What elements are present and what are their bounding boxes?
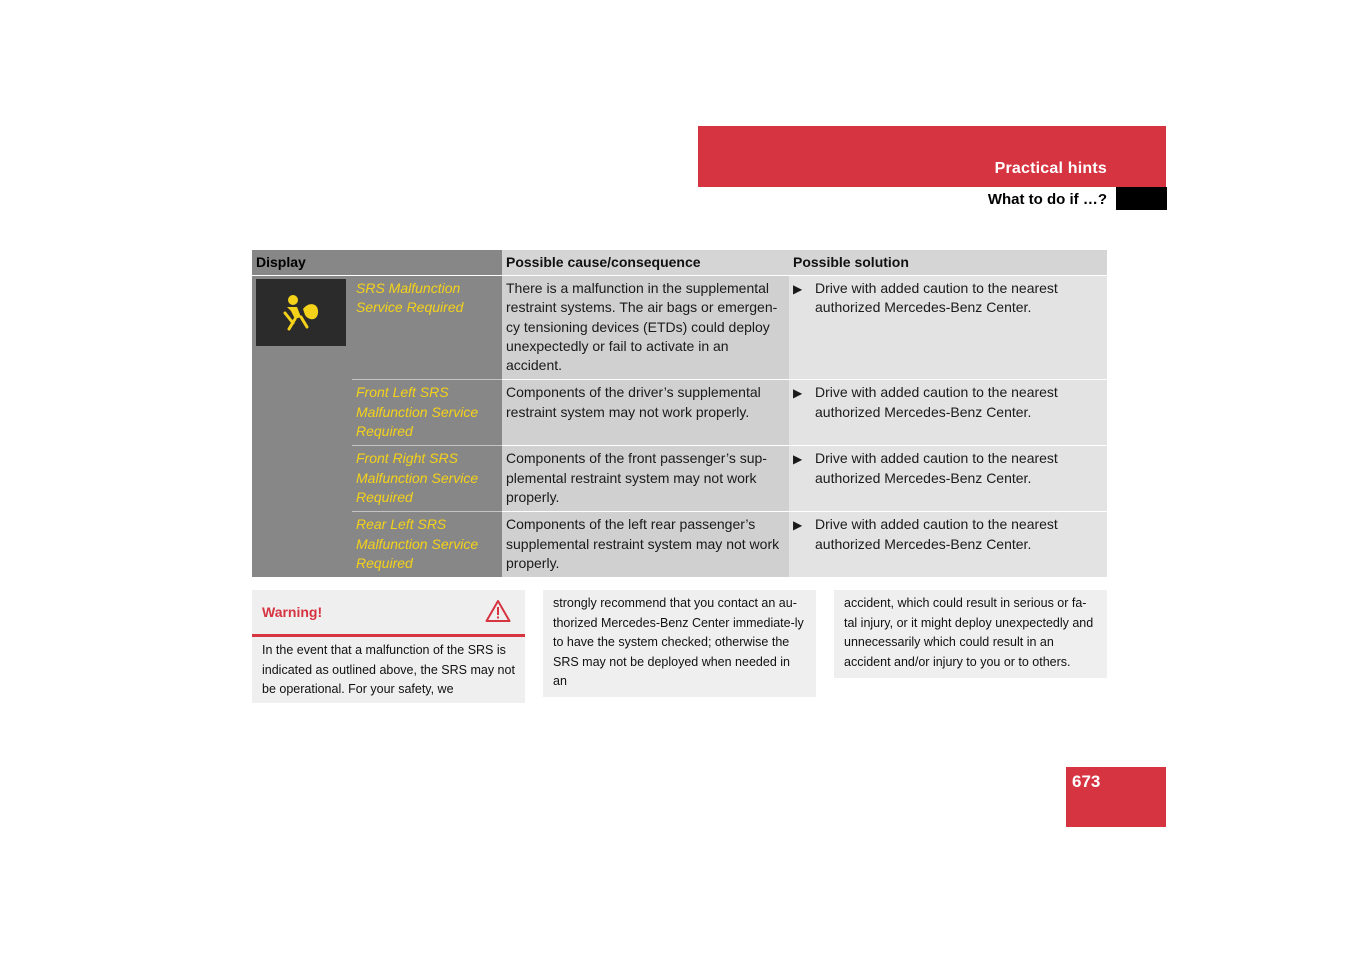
cause-text: There is a malfunction in the supplemental restraint systems. The air bags or emergen-cy tensioning devices (ETDs) could deploy unexpectedly or fail to activate in an accident. xyxy=(502,276,789,380)
column-header-cause: Possible cause/consequence xyxy=(502,250,789,276)
warning-continued-box xyxy=(543,590,816,697)
warning-text-col3: accident, which could result in serious or fa-tal injury, or it might deploy unexpectedly and unnecessarily which could result in an accident and/or injury to you or to others. xyxy=(844,596,1094,669)
bullet-arrow-icon: ▶ xyxy=(793,386,803,401)
warning-continued-box xyxy=(834,590,1107,678)
section-title: Practical hints xyxy=(994,160,1107,177)
solution-cell xyxy=(789,276,1107,380)
subsection-title: What to do if …? xyxy=(987,191,1107,208)
solution-text: Drive with added caution to the nearest authorized Mercedes-Benz Center. xyxy=(815,450,1058,486)
solution-text: Drive with added caution to the nearest authorized Mercedes-Benz Center. xyxy=(815,516,1058,552)
warning-header xyxy=(252,590,525,637)
bullet-arrow-icon: ▶ xyxy=(793,518,803,533)
display-message: SRS Malfunction Service Required xyxy=(352,276,502,380)
warning-label: Warning! xyxy=(262,604,323,620)
display-message: Rear Left SRS Malfunction Service Required xyxy=(352,512,502,577)
table-header-row xyxy=(252,250,1107,276)
display-icon-cell xyxy=(252,276,352,578)
solution-text: Drive with added caution to the nearest authorized Mercedes-Benz Center. xyxy=(815,384,1058,420)
cause-text: Components of the front passenger’s sup-plemental restraint system may not work properly. xyxy=(502,446,789,512)
warning-text-col2: strongly recommend that you contact an au-thorized Mercedes-Benz Center immediate-ly to have the system checked; otherwise the SRS may not be deployed when needed in an xyxy=(553,596,804,688)
warning-text-col1: In the event that a malfunction of the SRS is indicated as outlined above, the SRS may not be operational. For your safety, we xyxy=(262,643,515,696)
page-number: 673 xyxy=(1072,772,1101,791)
solution-cell xyxy=(789,380,1107,446)
bullet-arrow-icon: ▶ xyxy=(793,282,803,296)
table-row xyxy=(252,512,1107,577)
column-header-solution: Possible solution xyxy=(789,250,1107,276)
chapter-marker xyxy=(1116,187,1167,210)
solution-text: Drive with added caution to the nearest authorized Mercedes-Benz Center. xyxy=(815,280,1058,316)
table-row xyxy=(252,446,1107,512)
display-message: Front Left SRS Malfunction Service Required xyxy=(352,380,502,446)
airbag-warning-icon xyxy=(256,279,346,346)
warning-triangle-icon xyxy=(485,599,511,630)
table-row xyxy=(252,380,1107,446)
cause-text: Components of the left rear passenger’s supplemental restraint system may not work properly. xyxy=(502,512,789,577)
solution-cell xyxy=(789,446,1107,512)
bullet-arrow-icon: ▶ xyxy=(793,452,803,467)
page-tab xyxy=(1066,767,1166,827)
cause-text: Components of the driver’s supplemental restraint system may not work properly. xyxy=(502,380,789,446)
warning-box xyxy=(252,590,525,703)
table-row xyxy=(252,276,1107,380)
solution-cell xyxy=(789,512,1107,577)
display-message: Front Right SRS Malfunction Service Required xyxy=(352,446,502,512)
column-header-display: Display xyxy=(252,250,502,276)
hints-table xyxy=(252,250,1107,577)
